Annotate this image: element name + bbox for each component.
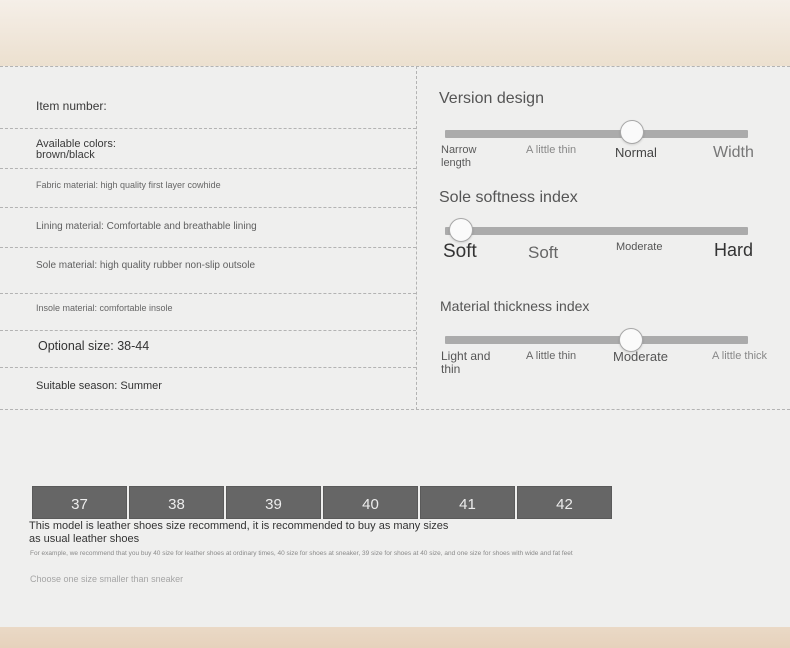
suitable-season: Suitable season: Summer [36,380,162,392]
divider [0,293,416,294]
insole-material: Insole material: comfortable insole [36,303,173,313]
material-thickness-label-3: Moderate [613,349,668,364]
sneaker-size-note: Choose one size smaller than sneaker [30,574,184,584]
fabric-material: Fabric material: high quality first layer cowhide [36,180,221,190]
version-design-label-2: A little thin [526,144,577,156]
sole-softness-label-2: Soft [528,243,559,262]
sole-material: Sole material: high quality rubber non-slip outsole [36,260,256,271]
divider [0,330,416,331]
material-thickness-label-4: A little thick [712,350,768,362]
column-divider [416,66,417,410]
version-design-indicator [620,120,644,144]
material-thickness-track [445,336,748,344]
size-cell: 38 [129,486,224,519]
available-colors-value: brown/black [36,149,95,161]
size-cell: 42 [517,486,612,519]
material-thickness-label-2: A little thin [526,350,577,362]
size-cell: 41 [420,486,515,519]
header-background [0,0,790,66]
sole-softness-label-1: Soft [443,241,477,262]
size-bar [32,486,614,519]
divider [0,367,416,368]
size-cell: 39 [226,486,321,519]
divider [0,66,790,67]
sole-softness-label-4: Hard [714,240,754,260]
size-cell: 40 [323,486,418,519]
footer-background [0,627,790,648]
material-thickness-title: Material thickness index [440,298,590,314]
divider [0,409,790,410]
sole-softness-track [445,227,748,235]
version-design-label-3: Normal [615,145,657,160]
available-colors [36,139,116,161]
sole-softness-indicator [449,218,473,242]
version-design-label-4: Width [713,144,754,161]
version-design-label-1: Narrow length [441,144,477,169]
divider [0,128,416,129]
version-design-track [445,130,748,138]
divider [0,168,416,169]
size-example-note: For example, we recommend that you buy 40 size for leather shoes at ordinary times, 40 size for shoes at sneaker, 39 size for shoes at 40 size, and one size for shoes with wide and fat feet [30,550,573,557]
version-design-title: Version design [439,90,544,107]
sole-softness-label-3: Moderate [616,241,663,253]
spec-table [0,66,790,411]
lining-material: Lining material: Comfortable and breathable lining [36,221,257,232]
size-recommendation: This model is leather shoes size recommend, it is recommended to buy as many sizes as usual leather shoes [29,520,449,545]
optional-size: Optional size: 38-44 [38,339,150,353]
sole-softness-title: Sole softness index [439,189,578,206]
size-cell: 37 [32,486,127,519]
divider [0,247,416,248]
item-number-label: Item number: [36,99,107,113]
material-thickness-label-1: Light and thin [441,349,491,376]
divider [0,207,416,208]
available-colors-label: Available colors: [36,138,116,150]
